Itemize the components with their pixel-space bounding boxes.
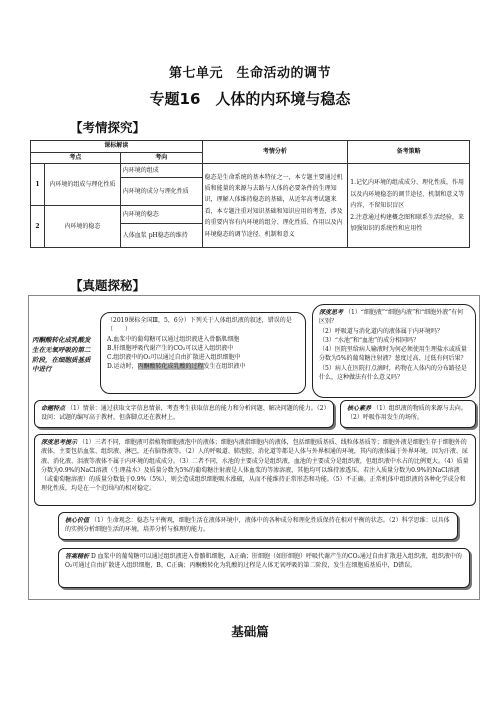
row-number: 2	[31, 206, 45, 248]
header-kaodian: 考点	[31, 152, 121, 164]
unit-title: 第七单元 生命活动的调节	[168, 66, 331, 81]
question-box	[100, 312, 306, 394]
kaodian-cell: 内环境的稳态	[44, 206, 120, 248]
core-literacy-label: 核心素养	[347, 405, 372, 412]
answer-analysis-box	[58, 548, 470, 588]
option-b: B.肝细胞呼吸代谢产生的CO₂可以进入组织液中	[107, 344, 234, 352]
deep-thinking-hint-box	[34, 434, 476, 506]
header-kebiao: 课标解读	[31, 141, 203, 153]
thinking-item: （2）呼吸道与消化道内的液体属于内环境吗？	[319, 327, 443, 335]
option-d-highlight: 丙酮酸转化成乳酸的过程	[137, 363, 204, 371]
header-kaoxiang: 考向	[120, 152, 202, 164]
kaoxiang-cell: 内环境的成分与理化性质	[120, 178, 202, 206]
header-analysis: 考情分析	[202, 141, 348, 164]
handwritten-note: 丙酮酸转化成乳酸发生在无氧呼吸的第二阶段，在细胞质基质中进行	[32, 336, 91, 374]
deep-hint-label: 深度思考提示	[41, 439, 78, 446]
thinking-item: （1）“细胞液”“细胞内液”和“细胞外液”有何区别？	[319, 309, 464, 326]
thinking-item: （3）“水池”和“血池”的成分相同吗？	[319, 336, 420, 344]
section-heading-real-questions: 【真题探秘】	[70, 278, 146, 293]
core-literacy-box	[340, 400, 476, 428]
thinking-box	[312, 304, 476, 398]
core-literacy-text: （1）组织液的物质的来源与去向。（2）呼吸作用发生的场所。	[347, 405, 467, 422]
option-c: C.组织液中的O₂可以通过自由扩散进入组织细胞中	[107, 354, 241, 362]
question-stem: （2019课标全国Ⅲ，5，6分）下列关于人体组织液的叙述，错误的是（ ）	[107, 317, 292, 334]
kaoxiang-cell: 内环境的组成	[120, 164, 202, 178]
thinking-item: （5）病人在医院打点滴时，药物在人体内的分布路径是什么，这种做法有什么意义吗？	[319, 364, 467, 382]
ability-label: 命题特点	[41, 405, 66, 412]
header-strategy: 备考策略	[348, 141, 470, 164]
table-row	[31, 164, 470, 178]
section-heading-exam-analysis: 【考情探究】	[70, 120, 146, 135]
thinking-item: （4）医院里给病人输液时为何必须使用生理盐水或质量分数为5%的葡萄糖注射液？葱度过高、过低有何后果？	[319, 346, 467, 363]
thinking-label: 深度思考	[319, 309, 344, 316]
footer-section-title: 基础篇	[231, 624, 269, 639]
row-number: 1	[31, 164, 45, 206]
kaoxiang-cell: 内环境的稳态	[120, 206, 202, 224]
option-d: D.运动时，丙酮酸转化成乳酸的过程发生在组织液中	[107, 363, 246, 371]
core-value-label: 核心价值	[65, 517, 90, 524]
core-value-text: （1）生命观念：稳态与平衡观，细胞生活在液体环境中，液体中的各种成分和理化性质保持在相对平衡的状态。（2）科学思维：以具体的实例分析细胞生活的环境，培养分析与推理的能力。	[65, 517, 450, 534]
deep-hint-text: （1）三者不同，细胞液可指植物细胞液泡中的液体；细胞内液指细胞内的液体，包括细胞质基质、线粒体基质等；细胞外液是细胞生存于细胞外的液体，主要包括血浆、组织液、淋巴，还有脑脊液等。（2）人的呼吸道、肺泡腔、消化道等都是人体与外界相通的环境，其内的液体属于外界环境，因为汗液、尿液、消化液、泪液等液体不属于内环境的组成成分。（3）二者不同，水池的主要成分是组织液，血池的主要成分是组织液，但组织液中水占的比例更大。（4）质量分数为0.9%的NaCl溶液（生理盐水）及质量分数为5%的葡萄糖注射液是人体血浆的等渗溶液，其他均可以维持渗透压。若注入质量分数为0.9%的NaCl溶液（或葡萄糖溶液）的质量分数低于0.9%（5%），则会造成组织细胞吸水涨破，从而不能维持正常形态和功能。（5）不正确。正常机体中组织液的各种化学成分和理化性质，均是在一个范围内的相对稳定。	[41, 439, 469, 493]
topic-title: 专题16 人体的内环境与稳态	[149, 90, 351, 108]
option-a: A.血浆中的葡萄糖可以通过组织液进入骨骼肌细胞	[107, 335, 240, 343]
ability-box	[34, 400, 334, 428]
answer-text: D 血浆中的葡萄糖可以通过组织液进入骨骼肌细胞，A正确；肝细胞（如肝细胞）呼吸代谢产生的CO₂通过自由扩散进入组织液，组织液中的O₂可通过自由扩散进入组织细胞，B、C正确；丙酮酸转化为乳酸的过程是人体无氧呼吸的第二阶段，发生在细胞质基质中，D错误。	[65, 553, 462, 570]
kaodian-cell: 内环境的组成与理化性质	[44, 164, 120, 206]
table-header-row-1	[31, 141, 470, 153]
analysis-cell: 稳态是生命系统的基本特征之一，本专题主要通过机质和能量的来源与去路与人体的必要条件的生理知识，理解人体维持稳态的基础，从近年高考试题来看，本专题注重对知识基础和知识应用的考查，涉及的重要内容有内环境的组分、理化性质、作用以及内环境稳态的调节途径、机制和意义	[202, 164, 348, 248]
strategy-cell: 1.记忆内环境的组成成分、理化性质，作用以及内环境稳态的调节途径、机制和意义等内容，不留知识盲区 2.注意通过构建概念图和联系生活经验，来加强知识的系统性和应用性	[348, 164, 470, 248]
kaoxiang-cell: 人体血浆 pH稳态的维持	[120, 224, 202, 248]
ability-text: （1）情景：通过获取文字信息情景，考查考生获取信息的能力和分析问题、解决问题的能力。（2）设问：试题的编写高于教材，但落脚点还在教材上。	[41, 405, 327, 422]
exam-analysis-table	[30, 140, 470, 248]
answer-label: 答案精析	[65, 553, 90, 560]
core-value-box	[58, 512, 458, 540]
